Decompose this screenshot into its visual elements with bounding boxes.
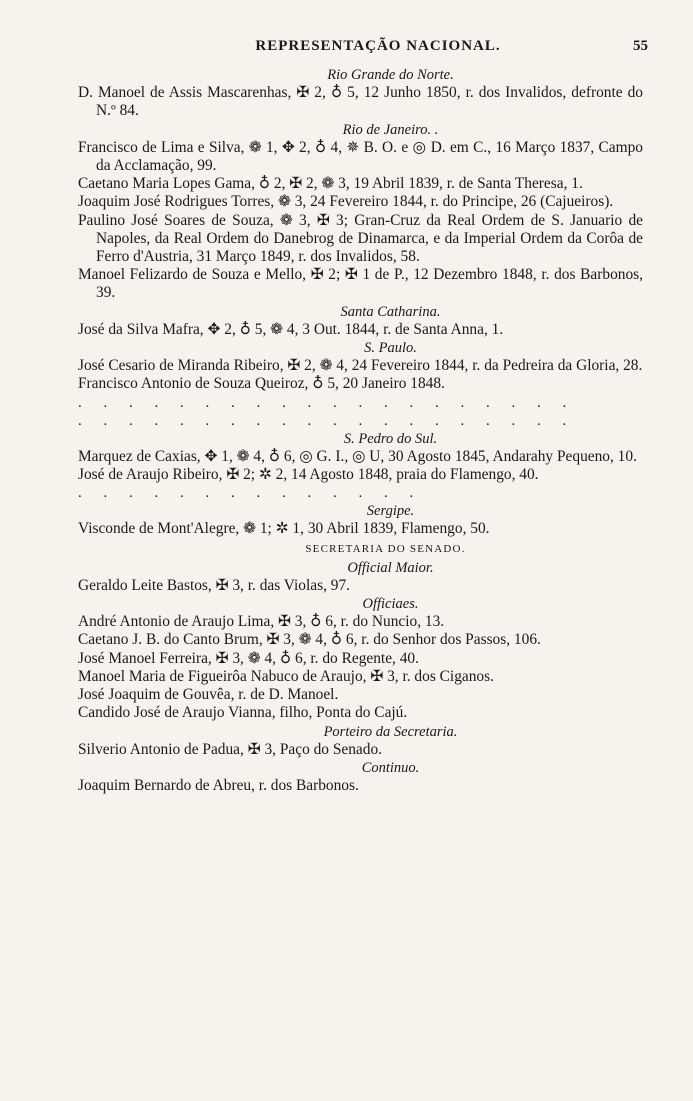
entry-item: José Joaquim de Gouvêa, r. de D. Manoel. [78, 686, 339, 704]
entry-item: Manoel Maria de Figueirôa Nabuco de Araujo, ✠ 3, r. dos Ciganos. [78, 667, 494, 685]
section-heading-sao-paulo: S. Paulo. [364, 340, 417, 357]
section-heading-rio-grande-do-norte: Rio Grande do Norte. [327, 67, 454, 83]
running-head [78, 38, 648, 55]
entry-item: Caetano J. B. do Canto Brum, ✠ 3, ❁ 4, ♁ 6, r. do Senhor dos Passos, 106. [78, 631, 541, 649]
section-heading-sao-pedro-do-sul: S. Pedro do Sul. [343, 430, 438, 447]
entry-item: Francisco Antonio de Souza Queiroz, ♁ 5, 20 Janeiro 1848. [78, 375, 445, 393]
section-heading-rio-de-janeiro: Rio de Janeiro. . [342, 121, 439, 138]
entry-item: Joaquim Bernardo de Abreu, r. dos Barbonos. [78, 777, 359, 795]
section-heading-santa-catharina: Santa Catharina. [340, 303, 441, 320]
continuo-heading: Continuo. [361, 759, 420, 776]
entry-item: José de Araujo Ribeiro, ✠ 2; ✲ 2, 14 Agosto 1848, praia do Flamengo, 40. [78, 466, 539, 484]
entry-item: José da Silva Mafra, ✥ 2, ♁ 5, ❁ 4, 3 Out. 1844, r. de Santa Anna, 1. [78, 320, 504, 338]
entry-item: Caetano Maria Lopes Gama, ♁ 2, ✠ 2, ❁ 3, 19 Abril 1839, r. de Santa Theresa, 1. [78, 175, 583, 193]
ellipsis-row: . . . . . . . . . . . . . . . . . . . . [78, 394, 576, 411]
page-number: 55 [633, 38, 648, 54]
page-body [78, 66, 643, 795]
page-title: REPRESENTAÇÃO NACIONAL. [255, 38, 501, 54]
entry-item: Geraldo Leite Bastos, ✠ 3, r. das Violas, 97. [78, 576, 351, 594]
entry-item: D. Manoel de Assis Mascarenhas, ✠ 2, ♁ 5, 12 Junho 1850, r. dos Invalidos, defronte do N.º 84. [78, 84, 643, 120]
entry-item: Manoel Felizardo de Souza e Mello, ✠ 2; ✠ 1 de P., 12 Dezembro 1848, r. dos Barbonos, 39. [78, 266, 643, 302]
porteiro-heading: Porteiro da Secretaria. [323, 723, 458, 740]
entry-item: Joaquim José Rodrigues Torres, ❁ 3, 24 Fevereiro 1844, r. do Principe, 26 (Cajueiros). [78, 193, 614, 211]
entry-item: Paulino José Soares de Souza, ❁ 3, ✠ 3; Gran-Cruz da Real Ordem de S. Januario de Napoles, da Real Ordem do Danebrog de Dinamarca, e da Imperial Ordem da Corôa de Ferro d'Austria, 31 Março 1849, r. dos Invalidos, 58. [78, 211, 643, 266]
entry-item: Francisco de Lima e Silva, ❁ 1, ✥ 2, ♁ 4, ✵ B. O. e ◎ D. em C., 16 Março 1837, Campo da Acclamação, 99. [78, 138, 643, 175]
secretaria-title: SECRETARIA DO SENADO. [305, 542, 466, 555]
section-heading-sergipe: Sergipe. [366, 503, 415, 520]
official-maior-heading: Official Maior. [347, 559, 434, 576]
entry-item: Candido José de Araujo Vianna, filho, Ponta do Cajú. [78, 704, 408, 722]
entry-item: Marquez de Caxias, ✥ 1, ❁ 4, ♁ 6, ◎ G. I., ◎ U, 30 Agosto 1845, Andarahy Pequeno, 10. [78, 447, 637, 465]
ellipsis-row: . . . . . . . . . . . . . . [78, 485, 423, 502]
ellipsis-row: . . . . . . . . . . . . . . . . . . . . [78, 412, 576, 429]
entry-item: Silverio Antonio de Padua, ✠ 3, Paço do Senado. [78, 740, 383, 758]
entry-item: André Antonio de Araujo Lima, ✠ 3, ♁ 6, r. do Nuncio, 13. [78, 613, 445, 631]
entry-item: Visconde de Mont'Alegre, ❁ 1; ✲ 1, 30 Abril 1839, Flamengo, 50. [78, 520, 490, 538]
entry-item: José Cesario de Miranda Ribeiro, ✠ 2, ❁ 4, 24 Fevereiro 1844, r. da Pedreira da Gloria, 28. [78, 357, 643, 375]
entry-item: José Manoel Ferreira, ✠ 3, ❁ 4, ♁ 6, r. do Regente, 40. [78, 649, 419, 667]
officiaes-heading: Officiaes. [362, 596, 419, 613]
